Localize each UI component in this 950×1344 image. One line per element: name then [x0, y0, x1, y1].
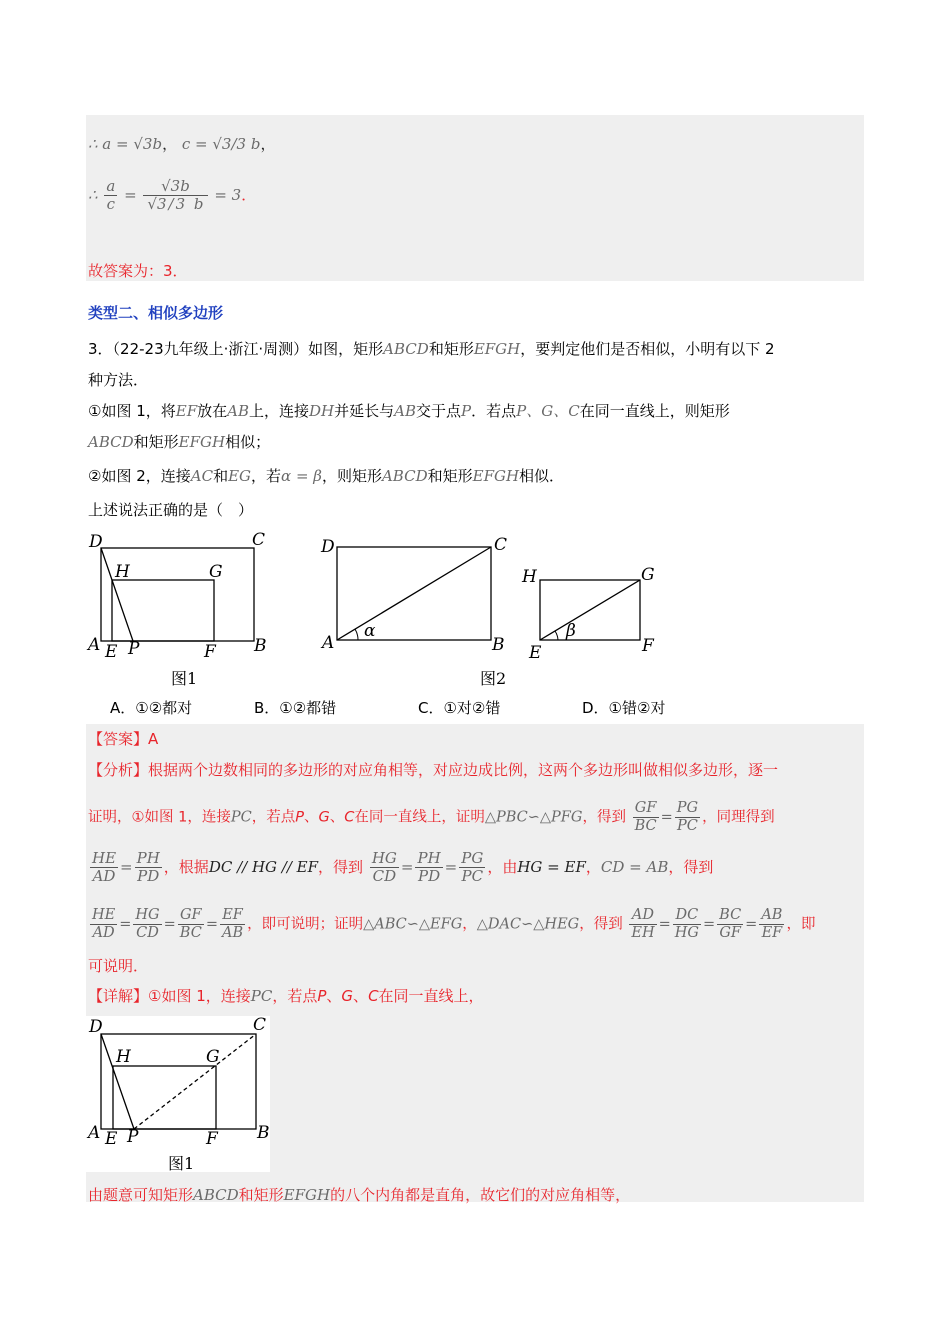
option-a[interactable]: A．①②都对: [110, 699, 193, 717]
svg-text:H: H: [522, 567, 537, 587]
svg-text:D: D: [321, 537, 335, 557]
figure-1: [86, 528, 276, 688]
figure-2-label: 图2: [480, 669, 507, 688]
svg-text:D: D: [89, 1017, 103, 1037]
fraction-ratio: $\frac{√3b}{√3 / 3 b}$: [143, 178, 207, 213]
svg-text:A: A: [88, 635, 101, 655]
question-prompt: 上述说法正确的是（ ）: [88, 501, 254, 519]
figure-2-svg: [318, 530, 668, 688]
svg-text:F: F: [642, 636, 654, 656]
formula-line-2: ∴ $\frac{a}{c}$ = $\frac{√3b}{√3 / 3 b}$ = 3．: [88, 177, 257, 213]
figure-2: [318, 530, 668, 688]
detail-line: 【详解】①如图 1，连接PC，若点P、G、C在同一直线上，: [88, 987, 484, 1005]
section-title: 类型二、相似多边形: [88, 304, 224, 322]
analysis-line-5: 可说明．: [88, 957, 149, 975]
svg-text:G: G: [641, 565, 655, 585]
formula-c: c = √3/3 b: [181, 135, 261, 153]
svg-text:C: C: [252, 530, 266, 550]
svg-text:B: B: [254, 636, 267, 656]
question-line-2: 种方法．: [88, 371, 149, 389]
svg-text:E: E: [529, 643, 542, 663]
last-line: 由题意可知矩形ABCD和矩形EFGH的八个内角都是直角，故它们的对应角相等，: [88, 1186, 631, 1204]
svg-text:H: H: [116, 1047, 131, 1067]
figure-1-label: 图1: [171, 669, 198, 688]
detail-figure-1: [86, 1016, 270, 1172]
method-2-line: ②如图 2，连接AC和EG，若α = β，则矩形ABCD和矩形EFGH相似．: [88, 467, 565, 485]
analysis-line-3: $\frac{HE}{AD}$ = $\frac{PH}{PD}$ ，根据DC // HG // EF，得到 $\frac{HG}{CD}$ = $\frac{PH}{PD}$ = $\frac{PG}{PC}$ ，由HG = EF，CD = AB，得到: [92, 849, 714, 885]
svg-text:B: B: [492, 635, 505, 655]
svg-text:A: A: [88, 1123, 101, 1143]
svg-text:C: C: [494, 535, 508, 555]
analysis-line-2: 证明，①如图 1，连接PC，若点P、G、C在同一直线上，证明△PBC∽△PFG，得到 $\frac{GF}{BC}$ = $\frac{PG}{PC}$ ，同理得到: [88, 800, 775, 834]
svg-text:P: P: [128, 639, 140, 659]
svg-text:F: F: [204, 642, 216, 662]
analysis-line-1: 【分析】根据两个边数相同的多边形的对应角相等，对应边成比例，这两个多边形叫做相似多边形，逐一: [88, 761, 779, 779]
svg-text:G: G: [209, 562, 223, 582]
figure-1-svg: [86, 528, 276, 688]
option-c[interactable]: C．①对②错: [418, 699, 501, 717]
svg-text:E: E: [105, 642, 118, 662]
detail-figure-1-svg: [86, 1016, 270, 1172]
question-line-1: 3．（22-23九年级上·浙江·周测）如图，矩形ABCD和矩形EFGH，要判定他们是否相似，小明有以下 2: [88, 340, 775, 358]
svg-text:β: β: [566, 621, 576, 641]
answer-label: 【答案】A: [88, 730, 159, 748]
method-1-line-1: ①如图 1，将EF放在AB上，连接DH并延长与AB交于点P．若点P、G、C在同一直线上，则矩形: [88, 402, 730, 420]
svg-text:E: E: [105, 1129, 118, 1149]
svg-text:G: G: [206, 1047, 220, 1067]
svg-text:A: A: [322, 633, 335, 653]
method-1-line-2: ABCD和矩形EFGH相似；: [88, 433, 271, 451]
svg-text:D: D: [89, 532, 103, 552]
svg-text:H: H: [115, 562, 130, 582]
option-d[interactable]: D．①错②对: [582, 699, 666, 717]
analysis-line-4: $\frac{HE}{AD}$ = $\frac{HG}{CD}$ = $\frac{GF}{BC}$ = $\frac{EF}{AB}$ ，即可说明；证明△ABC∽△EFG，△DAC∽△HEG，得到 $\frac{AD}{EH}$ = $\frac{DC}{HG}$ = $\frac{BC}{GF}$ = $\frac{AB}{EF}$ ，即: [92, 907, 816, 941]
detail-figure-label: 图1: [168, 1154, 195, 1173]
svg-text:P: P: [127, 1127, 139, 1147]
formula-line-1: ∴ a = √3b， c = √3/3 b，: [88, 135, 276, 153]
fraction-a-over-c: $\frac{a}{c}$: [106, 177, 116, 213]
answer-line: 故答案为：3．: [88, 262, 188, 280]
formula-a: ∴ a = √3b: [88, 135, 163, 153]
svg-text:F: F: [206, 1129, 218, 1149]
option-b[interactable]: B．①②都错: [254, 699, 337, 717]
svg-text:B: B: [257, 1123, 270, 1143]
svg-text:C: C: [253, 1016, 267, 1035]
svg-text:α: α: [364, 621, 376, 641]
